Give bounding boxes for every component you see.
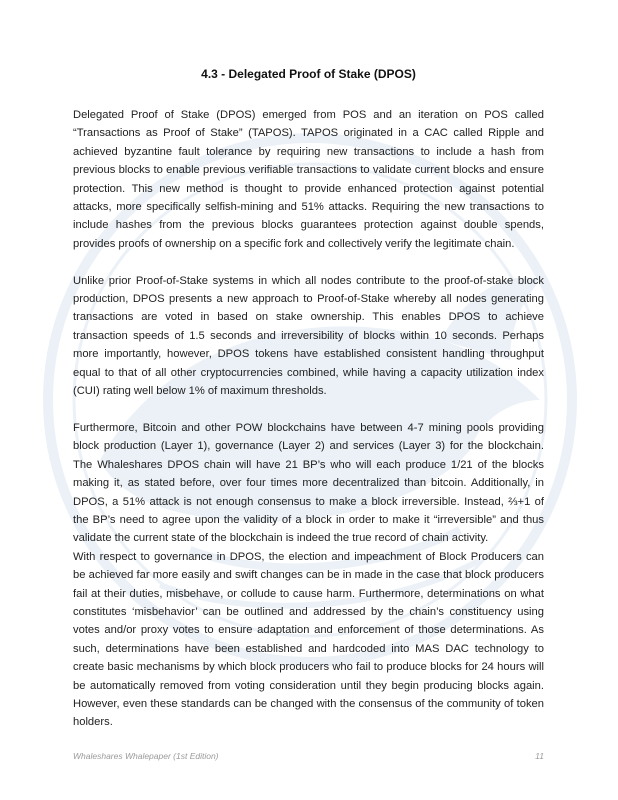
paragraph-1: Delegated Proof of Stake (DPOS) emerged from POS and an iteration on POS called “Transactions as Proof of Stake” (TAPOS). TAPOS originated in a CAC called Ripple and achieved byzantine fault tolerance by requiring new transactions to include a hash from previous blocks to enable previous verifiable transactions to validate current blocks and ensure protection. This new method is thought to provide enhanced protection against potential attacks, more specifically selfish-mining and 51% attacks. Requiring the new transactions to include hashes from the previous blocks guarantees protection against double spends, provides proofs of ownership on a specific fork and collectively verify the legitimate chain.: [73, 109, 544, 250]
paragraph-4: With respect to governance in DPOS, the election and impeachment of Block Producers can be achieved far more easily and swift changes can be in made in the case that block producers fail at their duties, misbehave, or collude to cause harm. Furthermore, determinations on what constitutes ‘misbehavior’ can be outlined and addressed by the chain’s constituency using votes and/or proxy votes to ensure adaptation and enforcement of those determinations. As such, determinations have been established and hardcoded into MAS DAC technology to create basic mechanisms by which block producers who fail to produce blocks for 24 hours will be automatically removed from voting consideration until they begin producing blocks again. However, even these standards can be changed with the consensus of the community of token holders.: [73, 550, 544, 729]
page-footer: [73, 751, 544, 761]
paragraph-2: Unlike prior Proof-of-Stake systems in which all nodes contribute to the proof-of-stake block production, DPOS presents a new approach to Proof-of-Stake whereby all nodes generating transactions are voted in based on stake ownership. This enables DPOS to achieve transaction speeds of 1.5 seconds and irreversibility of blocks within 10 seconds. Perhaps more importantly, however, DPOS tokens have established consistent handling throughput equal to that of all other cryptocurrencies combined, while having a capacity utilization index (CUI) rating well below 1% of maximum thresholds.: [73, 274, 544, 398]
footer-title: Whaleshares Whalepaper (1st Edition): [73, 751, 219, 761]
paragraph-3: Furthermore, Bitcoin and other POW blockchains have between 4-7 mining pools providing block production (Layer 1), governance (Layer 2) and services (Layer 3) for the blockchain. The Whaleshares DPOS chain will have 21 BP’s who will each produce 1/21 of the blocks making it, as stated before, over four times more decentralized than bitcoin. Additionally, in DPOS, a 51% attack is not enough consensus to make a block irreversible. Instead, ⅔+1 of the BP’s need to agree upon the validity of a block in order to make it “irreversible” and thus validate the current state of the blockchain is indeed the true record of chain activity.: [73, 421, 544, 545]
document-body: [73, 66, 544, 732]
section-heading: 4.3 - Delegated Proof of Stake (DPOS): [201, 67, 416, 81]
page-number: 11: [535, 751, 544, 761]
